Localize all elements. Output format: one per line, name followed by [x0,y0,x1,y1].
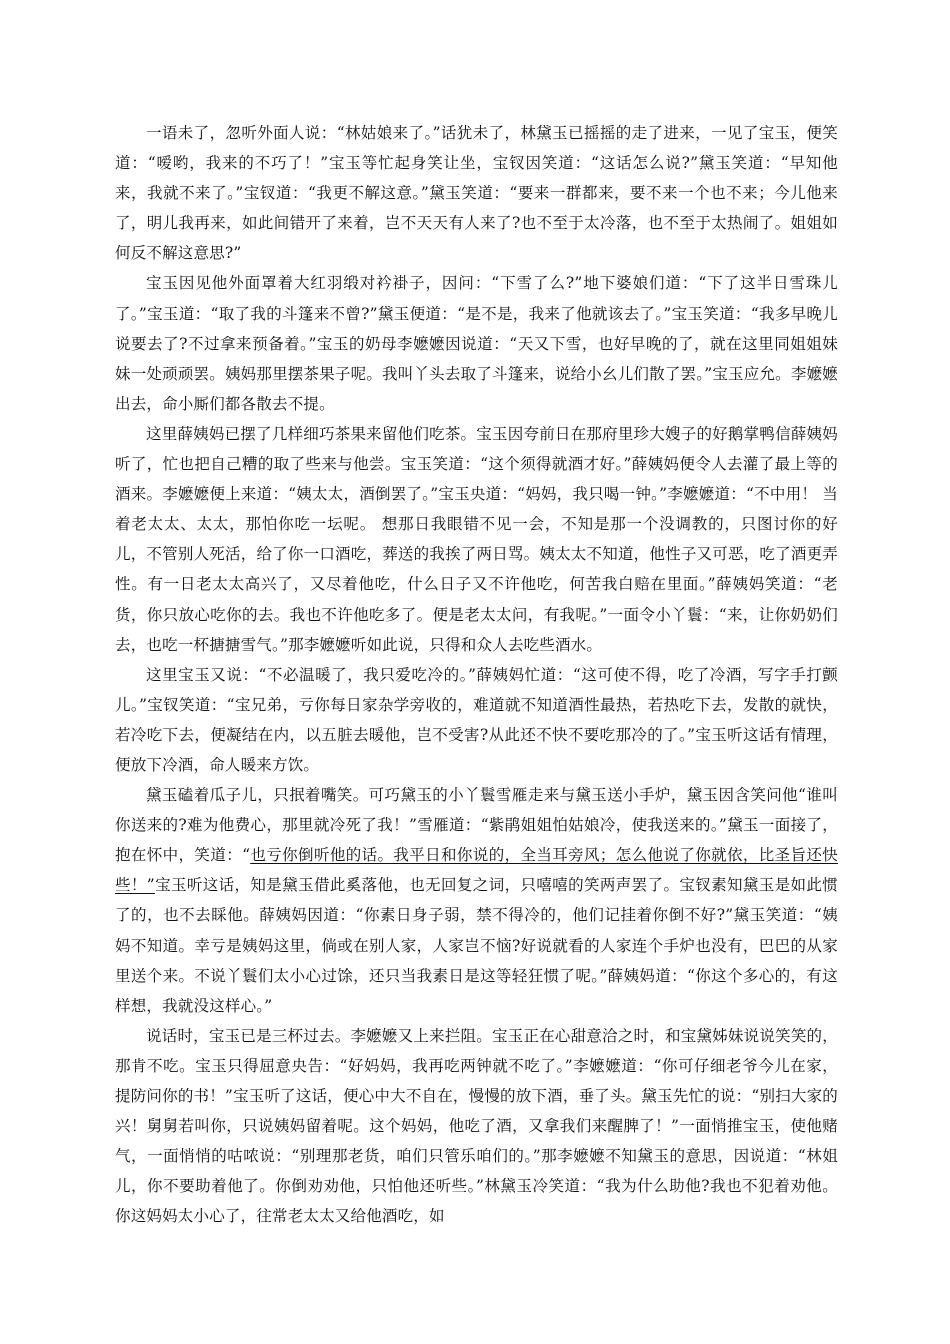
paragraph [115,419,838,660]
text-run: 一语未了，忽听外面人说：“林姑娘来了。”话犹未了，林黛玉已摇摇的走了进来，一见了宝玉，便笑道：“嗳哟，我来的不巧了！”宝玉等忙起身笑让坐，宝钗因笑道：“这话怎么说?”黛玉笑道：“早知他来，我就不来了。”宝钗道：“我更不解这意。”黛玉笑道：“要来一群都来，要不来一个也不来；今儿他来了，明儿我再来，如此间错开了来着，岂不天天有人来了?也不至于太冷落，也不至于太热闹了。姐姐如何反不解这意思?” [115,124,838,263]
paragraph [115,118,838,268]
paragraph [115,1021,838,1232]
paragraph [115,780,838,1021]
paragraph [115,268,838,418]
text-run: 说话时，宝玉已是三杯过去。李嬷嬷又上来拦阻。宝玉正在心甜意洽之时，和宝黛姊妹说说笑笑的，那肯不吃。宝玉只得屈意央告：“好妈妈，我再吃两钟就不吃了。”李嬷嬷道：“你可仔细老爷今儿在家，提防问你的书！”宝玉听了这话，便心中大不自在，慢慢的放下酒，垂了头。黛玉先忙的说：“别扫大家的兴！舅舅若叫你，只说姨妈留着呢。这个妈妈，他吃了酒，又拿我们来醒脾了！”一面悄推宝玉，使他赌气，一面悄悄的咕哝说：“别理那老货，咱们只管乐咱们的。”那李嬷嬷不知黛玉的意思，因说道：“林姐儿，你不要助着他了。你倒劝劝他，只怕他还听些。”林黛玉冷笑道：“我为什么助他?我也不犯着劝他。你这妈妈太小心了，往常老太太又给他酒吃，如 [115,1026,838,1226]
text-run: 这里薛姨妈已摆了几样细巧茶果来留他们吃茶。宝玉因夸前日在那府里珍大嫂子的好鹅掌鸭信薛姨妈听了，忙也把自己糟的取了些来与他尝。宝玉笑道：“这个须得就酒才好。”薛姨妈便令人去灌了最上等的酒来。李嬷嬷便上来道：“姨太太，酒倒罢了。”宝玉央道：“妈妈，我只喝一钟。”李嬷嬷道：“不中用！ 当着老太太、太太，那怕你吃一坛呢。 想那日我眼错不见一会，不知是那一个没调教的，只图讨你的好儿，不管别人死活，给了你一口酒吃，葬送的我挨了两日骂。姨太太不知道，他性子又可恶，吃了酒更弄性。有一日老太太高兴了，又尽着他吃，什么日子又不许他吃，何苦我白赔在里面。”薛姨妈笑道：“老货，你只放心吃你的去。我也不许他吃多了。便是老太太问，有我呢。”一面令小丫鬟：“来，让你奶奶们去，也吃一杯搪搪雪气。”那李嬷嬷听如此说，只得和众人去吃些酒水。 [115,424,838,654]
underlined-quote: 也亏你倒听他的话。我平日和你说的，全当耳旁风；怎么他说了你就依，比圣旨还快些！” [115,846,838,895]
text-run: 黛玉磕着瓜子儿，只抿着嘴笑。可巧黛玉的小丫鬟雪雁走来与黛玉送小手炉，黛玉因含笑问他“谁叫你送来的?难为他费心，那里就冷死了我！”雪雁道：“紫鹃姐姐怕姑娘冷，使我送来的。”黛玉一面接了，抱在怀中，笑道：“ [115,786,838,865]
text-run: 宝玉听这话，知是黛玉借此奚落他，也无回复之词，只嘻嘻的笑两声罢了。宝钗素知黛玉是如此惯了的，也不去睬他。薛姨妈因道：“你素日身子弱，禁不得冷的，他们记挂着你倒不好?”黛玉笑道：“姨妈不知道。幸亏是姨妈这里，倘或在别人家，人家岂不恼?好说就看的人家连个手炉也没有，巴巴的从家里送个来。不说丫鬟们太小心过馀，还只当我素日是这等轻狂惯了呢。”薛姨妈道：“你这个多心的，有这样想，我就没这样心。” [115,876,838,1015]
paragraph [115,660,838,780]
text-run: 这里宝玉又说：“不必温暖了，我只爱吃冷的。”薛姨妈忙道：“这可使不得，吃了冷酒，写字手打颤儿。”宝钗笑道：“宝兄弟，亏你每日家杂学旁收的，难道就不知道酒性最热，若热吃下去，发散的就快，若冷吃下去，便凝结在内，以五脏去暖他，岂不受害?从此还不快不要吃那冷的了。”宝玉听这话有情理，便放下冷酒，命人暖来方饮。 [115,665,838,774]
text-run: 宝玉因见他外面罩着大红羽缎对衿褂子，因问：“下雪了么?”地下婆娘们道：“下了这半日雪珠儿了。”宝玉道：“取了我的斗篷来不曾?”黛玉便道：“是不是，我来了他就该去了。”宝玉笑道：“我多早晚儿说要去了?不过拿来预备着。”宝玉的奶母李嬷嬷因说道：“天又下雪，也好早晚的了，就在这里同姐姐妹妹一处顽顽罢。姨妈那里摆茶果子呢。我叫丫头去取了斗篷来，说给小幺儿们散了罢。”宝玉应允。李嬷嬷出去，命小厮们都各散去不提。 [115,274,838,413]
body-text [115,118,838,1231]
